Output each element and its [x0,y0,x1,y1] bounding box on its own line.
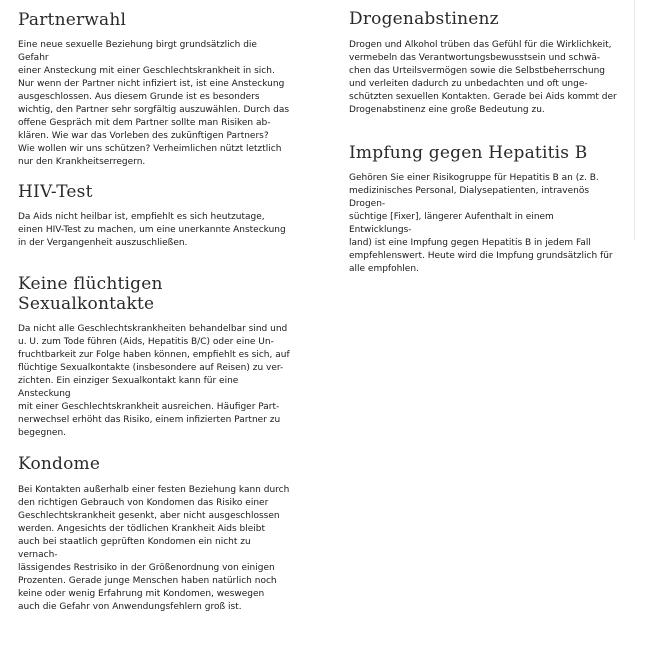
section-hiv-test [18,182,290,250]
section-title: Partnerwahl [18,10,127,30]
page-edge-rule [634,0,635,240]
section-kondome [18,454,290,614]
section-body: Da nicht alle Geschlechtskrankheiten behandelbar sind und u. U. zum Tode führen (Aids, Hepatitis B/C) oder eine Un- fruchtbarkeit zur Folge haben können, empfiehlt es sich, auf flüchtige Sexualkontakte (insbesondere auf Reisen) zu ver- zichten. Ein einziger Sexualkontakt kann für eine Ansteckung mit einer Geschlechtskrankheit ausreichen. Häufiger Part- nerwechsel erhöht das Risiko, einem infizierten Partner zu begegnen. [18,324,290,438]
section-body: Eine neue sexuelle Beziehung birgt grundsätzlich die Gefahr einer Ansteckung mit einer Geschlechtskrankheit in sich. Nur wenn der Partner nicht infiziert ist, ist eine Ansteckung ausgeschlossen. Aus diesem Grunde ist es besonders wichtig, den Partner sehr sorgfältig auszuwählen. Durch das offene Gespräch mit dem Partner sollte man Risiken ab- klären. Wie war das Vorleben des zukünftigen Partners? Wie wollen wir uns schützen? Verheimlichen nützt letztlich nur den Krankheitserregern. [18,40,290,167]
section-partnerwahl [18,10,290,169]
section-body: Da Aids nicht heilbar ist, empfiehlt es sich heutzutage, einen HIV-Test zu machen, um eine unerkannte Ansteckung in der Vergangenheit auszuschließen. [18,212,286,248]
section-body: Bei Kontakten außerhalb einer festen Beziehung kann durch den richtigen Gebrauch von Kondomen das Risiko einer Geschlechtskrankheit gesenkt, aber nicht ausgeschlossen werden. Angesichts der tödlichen Krankheit Aids bleibt auch bei staatlich geprüften Kondomen ein nicht zu vernach- lässigendes Restrisiko in der Größenordnung von einigen Prozenten. Gerade junge Menschen haben natürlich noch keine oder wenig Erfahrung mit Kondomen, weswegen auch die Gefahr von Anwendungsfehlern groß ist. [18,485,290,612]
section-title: Impfung gegen Hepatitis B [349,143,588,163]
section-keine-fluechtigen-sexualkontakte [18,274,290,440]
section-title: HIV-Test [18,182,93,202]
section-body: Drogen und Alkohol trüben das Gefühl für die Wirklichkeit, vermebeln das Verantwortungsbewusstsein und schwä- chen das Urteilsvermögen sowie die Selbstbeherrschung und verleiten dadurch zu unbedachten und oft unge- schützten sexuellen Kontakten. Gerade bei Aids kommt der Drogenabstinenz eine große Bedeutung zu. [349,40,617,115]
section-body: Gehören Sie einer Risikogruppe für Hepatitis B an (z. B. medizinisches Personal, Dialysepatienten, intravenös Drogen- süchtige [Fixer], längerer Aufenthalt in einem Entwicklungs- land) ist eine Impfung gegen Hepatitis B in jedem Fall empfehlenswert. Heute wird die Impfung grundsätzlich für alle empfohlen. [349,173,613,274]
section-drogenabstinenz [349,9,619,117]
section-title: Kondome [18,454,101,474]
section-title: Keine flüchtigen Sexualkontakte [18,274,163,314]
section-impfung-hepatitis-b [349,143,619,276]
section-title: Drogenabstinenz [349,9,499,29]
